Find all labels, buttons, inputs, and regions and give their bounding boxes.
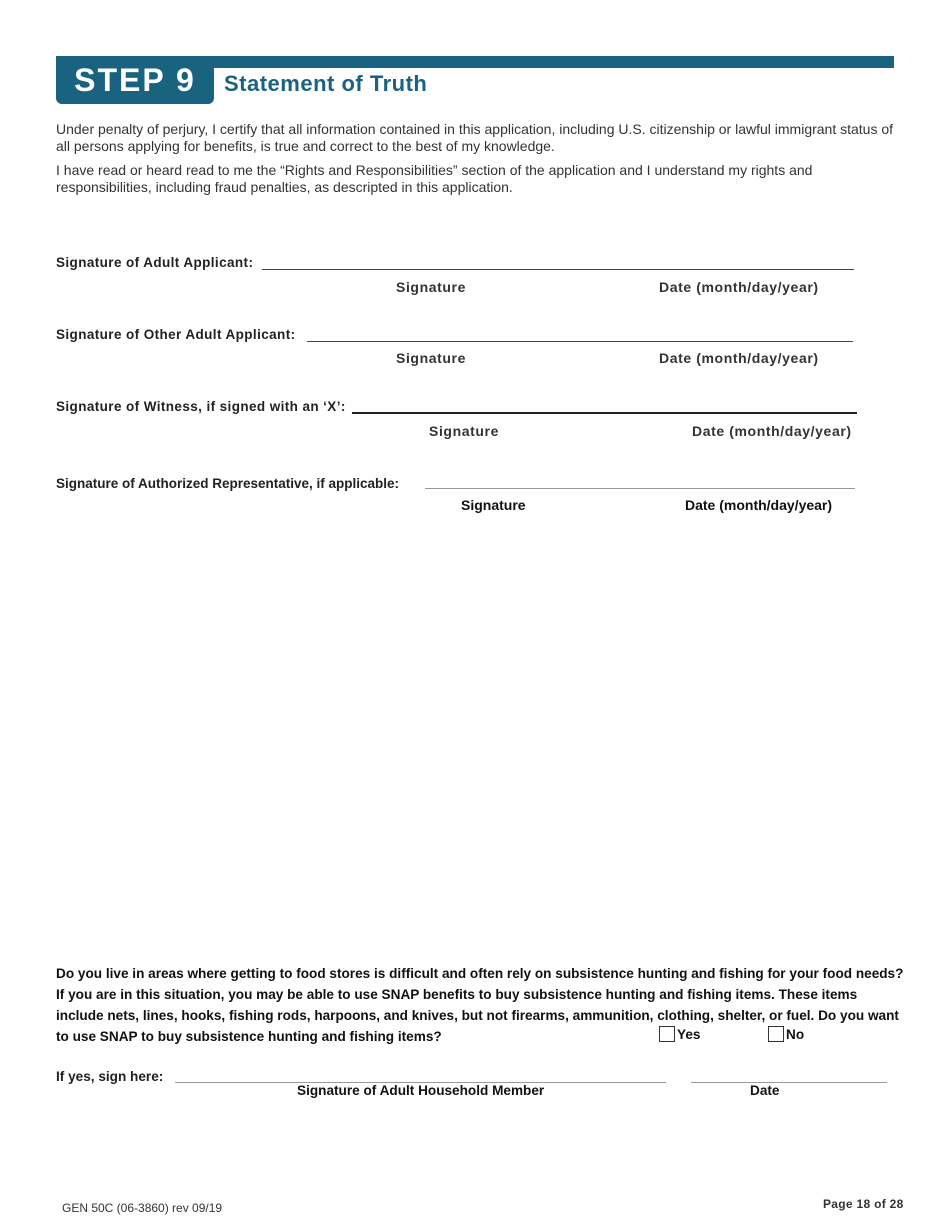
date-caption: Date (month/day/year)	[659, 279, 819, 295]
perjury-statement: Under penalty of perjury, I certify that all information contained in this application, including U.S. citizenship or lawful immigrant status of all persons applying for benefits, is true and correct to the best of my knowledge.	[56, 121, 894, 154]
page-number: Page 18 of 28	[823, 1197, 904, 1211]
date-caption: Date (month/day/year)	[685, 497, 833, 513]
form-id: GEN 50C (06-3860) rev 09/19	[62, 1201, 223, 1215]
yes-checkbox[interactable]	[659, 1026, 675, 1042]
rights-statement: I have read or heard read to me the “Rights and Responsibilities” section of the application and I understand my rights and responsibilities, including fraud penalties, as descripted in this application.	[56, 162, 813, 195]
adult-applicant-label: Signature of Adult Applicant:	[56, 255, 254, 270]
yes-option[interactable]	[659, 1026, 700, 1042]
adult-applicant-signature-line[interactable]	[262, 269, 854, 270]
yes-label: Yes	[677, 1026, 701, 1042]
date-caption: Date (month/day/year)	[659, 350, 819, 366]
other-adult-applicant-signature-line[interactable]	[307, 341, 853, 342]
no-option[interactable]	[768, 1026, 804, 1042]
authorized-representative-label: Signature of Authorized Representative, if applicable:	[56, 476, 400, 491]
no-checkbox[interactable]	[768, 1026, 784, 1042]
household-signature-caption: Signature of Adult Household Member	[297, 1083, 545, 1098]
step-label: STEP 9	[74, 61, 196, 98]
signature-caption: Signature	[429, 423, 499, 439]
step-badge	[56, 56, 214, 104]
household-member-date-line[interactable]	[691, 1082, 887, 1083]
date-caption: Date (month/day/year)	[692, 423, 852, 439]
authorized-representative-signature-line[interactable]	[425, 488, 855, 489]
signature-caption: Signature	[461, 497, 526, 513]
snap-subsistence-question: Do you live in areas where getting to food stores is difficult and often rely on subsistence hunting and fishing for your food needs? If you are in this situation, you may be able to use SNAP benefits to buy subsistence hunting and fishing items. These items include nets, lines, hooks, fishing rods, harpoons, and knives, but not firearms, ammunition, clothing, shelter, or fuel. Do you want to use SNAP to buy subsistence hunting and fishing items?	[56, 966, 904, 1044]
household-date-caption: Date	[750, 1083, 780, 1098]
no-label: No	[786, 1026, 805, 1042]
witness-signature-line[interactable]	[352, 412, 857, 414]
signature-caption: Signature	[396, 350, 466, 366]
signature-caption: Signature	[396, 279, 466, 295]
section-title: Statement of Truth	[224, 71, 428, 96]
other-adult-applicant-label: Signature of Other Adult Applicant:	[56, 327, 296, 342]
sign-here-label: If yes, sign here:	[56, 1069, 164, 1084]
witness-label: Signature of Witness, if signed with an ‘X’:	[56, 399, 346, 414]
